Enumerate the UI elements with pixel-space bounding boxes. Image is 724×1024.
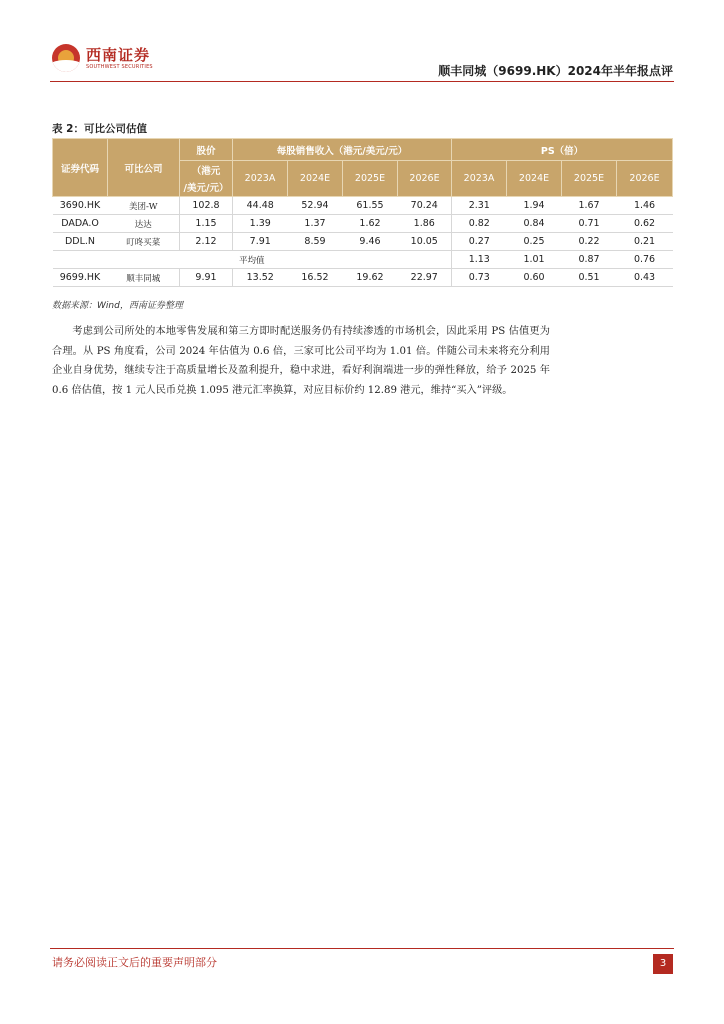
cell-rev: 8.59 (288, 233, 343, 251)
cell-code: 3690.HK (53, 197, 108, 215)
cell-price: 2.12 (180, 233, 233, 251)
cell-ps: 0.84 (507, 215, 562, 233)
cell-ps: 2.31 (452, 197, 507, 215)
report-title: 顺丰同城（9699.HK）2024年半年报点评 (438, 64, 673, 78)
cell-ps: 0.43 (617, 269, 673, 287)
company-logo (52, 42, 162, 78)
col-header-rev-2023: 2023A (233, 161, 288, 197)
header-divider (50, 81, 674, 82)
cell-rev: 70.24 (398, 197, 452, 215)
col-header-ps-2024: 2024E (507, 161, 562, 197)
cell-company: 达达 (108, 215, 180, 233)
cell-rev: 10.05 (398, 233, 452, 251)
cell-rev: 22.97 (398, 269, 452, 287)
col-header-price-unit: （港元 (180, 161, 233, 179)
cell-ps: 1.01 (507, 251, 562, 269)
cell-ps: 0.25 (507, 233, 562, 251)
cell-ps: 0.60 (507, 269, 562, 287)
cell-rev: 1.39 (233, 215, 288, 233)
cell-ps: 1.94 (507, 197, 562, 215)
table-caption: 表 2：可比公司估值 (52, 123, 147, 135)
cell-company: 顺丰同城 (108, 269, 180, 287)
col-header-company: 可比公司 (108, 139, 180, 197)
col-header-ps-2025: 2025E (562, 161, 617, 197)
col-header-ps-group: PS（倍） (452, 139, 673, 161)
logo-text-en: SOUTHWEST SECURITIES (86, 64, 153, 70)
cell-ps: 0.82 (452, 215, 507, 233)
cell-rev: 16.52 (288, 269, 343, 287)
cell-ps: 0.22 (562, 233, 617, 251)
col-header-code: 证券代码 (53, 139, 108, 197)
col-header-rev-2026: 2026E (398, 161, 452, 197)
cell-rev: 44.48 (233, 197, 288, 215)
cell-rev: 9.46 (343, 233, 398, 251)
valuation-table (52, 138, 673, 287)
cell-ps: 0.71 (562, 215, 617, 233)
col-header-rev-2024: 2024E (288, 161, 343, 197)
table-row (53, 233, 673, 251)
cell-average-label: 平均值 (53, 251, 452, 269)
footer-divider (50, 948, 674, 949)
table-row-target (53, 269, 673, 287)
table-source-note: 数据来源：Wind，西南证券整理 (52, 301, 183, 311)
cell-code: DADA.O (53, 215, 108, 233)
cell-price: 102.8 (180, 197, 233, 215)
cell-code: 9699.HK (53, 269, 108, 287)
col-header-ps-2023: 2023A (452, 161, 507, 197)
logo-text-cn: 西南证券 (86, 46, 151, 64)
cell-ps: 0.27 (452, 233, 507, 251)
cell-ps: 1.13 (452, 251, 507, 269)
page-number: 3 (653, 954, 673, 974)
cell-ps: 0.21 (617, 233, 673, 251)
col-header-ps-2026: 2026E (617, 161, 673, 197)
cell-ps: 0.51 (562, 269, 617, 287)
cell-rev: 1.62 (343, 215, 398, 233)
col-header-price: 股价 (180, 139, 233, 161)
cell-rev: 13.52 (233, 269, 288, 287)
cell-ps: 0.62 (617, 215, 673, 233)
col-header-rev-2025: 2025E (343, 161, 398, 197)
cell-ps: 0.87 (562, 251, 617, 269)
cell-ps: 0.76 (617, 251, 673, 269)
col-header-price-unit-2: /美元/元） (180, 179, 233, 197)
cell-company: 叮咚买菜 (108, 233, 180, 251)
footer-disclaimer: 请务必阅读正文后的重要声明部分 (52, 956, 217, 969)
cell-company: 美团-W (108, 197, 180, 215)
body-paragraph: 考虑到公司所处的本地零售发展和第三方即时配送服务仍有持续渗透的市场机会，因此采用 PS 估值更为合理。从 PS 角度看，公司 2024 年估值为 0.6 倍，三家可比公司平均为 1.01 倍。伴随公司未来将充分利用企业自身优势，继续专注于高质量增长及盈利提升，稳中求进，看好利润端进一步的弹性释放，给予 2025 年 0.6 倍估值，按 1 元人民币兑换 1.095 港元汇率换算，对应目标价约 12.89 港元，维持“买入”评级。 (52, 326, 550, 397)
cell-price: 9.91 (180, 269, 233, 287)
cell-price: 1.15 (180, 215, 233, 233)
cell-rev: 52.94 (288, 197, 343, 215)
logo-emblem-icon (52, 44, 80, 72)
cell-rev: 19.62 (343, 269, 398, 287)
cell-rev: 61.55 (343, 197, 398, 215)
cell-rev: 7.91 (233, 233, 288, 251)
cell-rev: 1.86 (398, 215, 452, 233)
table-row (53, 215, 673, 233)
cell-rev: 1.37 (288, 215, 343, 233)
table-row (53, 197, 673, 215)
cell-ps: 1.67 (562, 197, 617, 215)
table-row-average (53, 251, 673, 269)
col-header-revenue-group: 每股销售收入（港元/美元/元） (233, 139, 452, 161)
cell-code: DDL.N (53, 233, 108, 251)
cell-ps: 1.46 (617, 197, 673, 215)
cell-ps: 0.73 (452, 269, 507, 287)
